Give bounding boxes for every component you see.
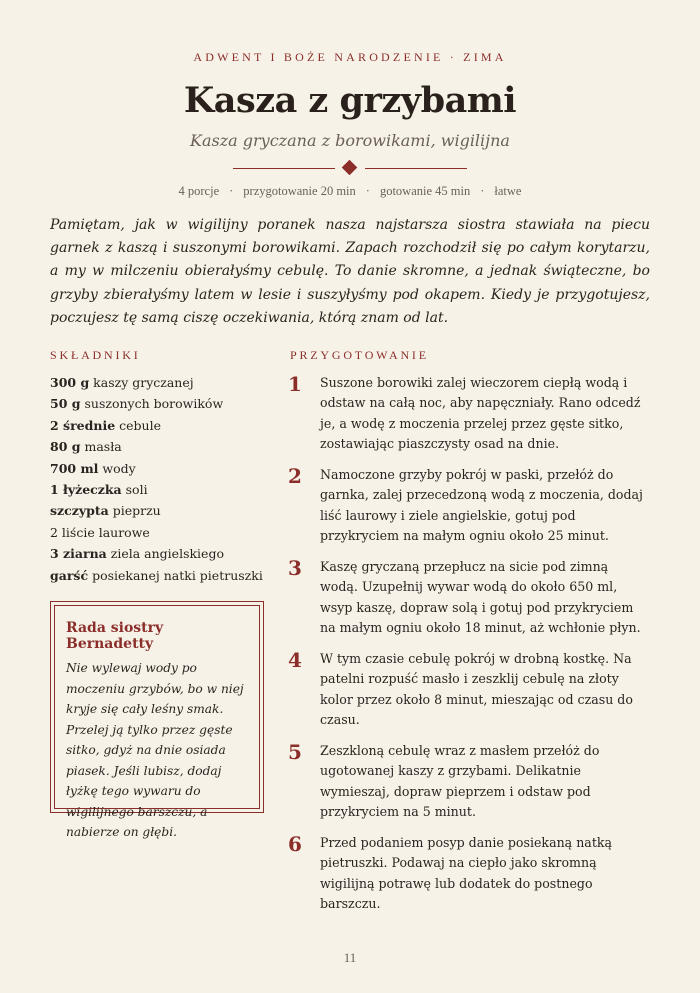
meta-separator: · xyxy=(365,184,370,198)
recipe-subtitle: Kasza gryczana z borowikami, wigilijna xyxy=(190,131,510,150)
step-text: Kaszę gryczaną przepłucz na sicie pod zimną wodą. Uzupełnij wywar wodą do około 650 ml, wsyp kaszę, dopraw solą i gotuj pod przykryciem na małym ogniu około 18 minut, aż wchłonie płyn. xyxy=(320,559,641,636)
cook-time: gotowanie 45 min xyxy=(379,184,471,198)
ingredient-quantity: 50 g xyxy=(50,396,81,412)
ingredient-item xyxy=(50,436,270,457)
title-ornament xyxy=(0,160,700,176)
ingredient-name: cebule xyxy=(119,417,161,433)
ingredient-name: ziela angielskiego xyxy=(110,546,224,562)
meta-separator: · xyxy=(480,184,485,198)
tip-inner xyxy=(54,605,260,839)
meta-separator: · xyxy=(229,184,234,198)
ingredient-quantity: 1 łyżeczka xyxy=(50,482,122,498)
recipe-title: Kasza z grzybami xyxy=(183,80,517,121)
servings: 4 porcje xyxy=(178,184,220,198)
ingredients-list xyxy=(50,372,270,586)
prep-time: przygotowanie 20 min xyxy=(243,184,356,198)
ornament-line-left xyxy=(233,168,335,169)
step-text: Zeszkloną cebulę wraz z masłem przełóż do ugotowanej kaszy z grzybami. Delikatnie wymieszaj, dopraw pieprzem i odstaw pod przykryciem na 5 minut. xyxy=(320,743,600,820)
ingredient-quantity: 700 ml xyxy=(50,460,99,476)
ingredient-quantity: 2 średnie xyxy=(50,417,116,433)
step-text: W tym czasie cebulę pokrój w drobną kostkę. Na patelni rozpuść masło i zeszklij cebulę na złoty kolor przez około 8 minut, mieszając od czasu do czasu. xyxy=(320,651,633,728)
ingredients-heading: SKŁADNIKI xyxy=(50,348,141,362)
step-number: 5 xyxy=(288,740,302,764)
tip-text: Nie wylewaj wody po moczeniu grzybów, bo w niej kryje się cały leśny smak. Przelej ją tylko przez gęste sitko, gdyż na dnie osiada piasek. Jeśli lubisz, dodaj łyżkę tego wywaru do wigilijnego barszczu, a nabierze on głębi. xyxy=(66,661,244,839)
step-number: 6 xyxy=(288,832,302,856)
section-label: ADWENT I BOŻE NARODZENIE · ZIMA xyxy=(193,50,507,64)
ingredient-item xyxy=(50,479,270,500)
ingredient-name: wody xyxy=(102,460,136,476)
ingredient-item xyxy=(50,500,270,521)
ingredient-quantity: 3 ziarna xyxy=(50,546,107,562)
ingredient-name: masła xyxy=(84,439,122,455)
ingredient-item xyxy=(50,543,270,564)
tip-box xyxy=(50,601,264,839)
ingredient-name: kaszy gryczanej xyxy=(93,375,194,390)
ingredient-name: 2 liście laurowe xyxy=(50,524,150,540)
ingredient-name: pieprzu xyxy=(112,503,161,519)
page-number: 11 xyxy=(343,950,357,965)
ingredient-item xyxy=(50,372,270,393)
ingredient-name: soli xyxy=(125,482,148,498)
step-number: 3 xyxy=(288,556,302,580)
step-number: 1 xyxy=(288,372,302,396)
ingredient-quantity: 80 g xyxy=(50,439,81,455)
ingredient-quantity: szczypta xyxy=(50,503,109,519)
ingredient-item xyxy=(50,565,270,586)
ingredient-quantity: garść xyxy=(50,567,89,583)
step-text: Suszone borowiki zalej wieczorem ciepłą wodą i odstaw na całą noc, aby napęczniały. Rano odcedź je, a wodę z moczenia przelej przez gęste sitko, zostawiając piaszczysty osad na dnie. xyxy=(320,375,641,452)
ingredient-name: posiekanej natki pietruszki xyxy=(92,567,263,583)
ingredient-item xyxy=(50,393,270,414)
step-text: Przed podaniem posyp danie posiekaną natką pietruszki. Podawaj na ciepło jako skromną wigilijną potrawę lub dodatek do postnego barszczu. xyxy=(320,835,613,912)
difficulty: łatwe xyxy=(494,184,522,198)
ingredient-quantity: 300 g xyxy=(50,375,90,390)
intro-paragraph: Pamiętam, jak w wigilijny poranek nasza najstarsza siostra stawiała na piecu garnek z kaszą i suszonymi borowikami. Zapach rozchodził się po całym korytarzu, a my w milczeniu obierałyśmy cebulę. To danie skromne, a jednak świąteczne, bo grzyby zbierałyśmy latem w lesie i suszyłyśmy pod okapem. Kiedy je przygotujesz, poczujesz tę samą ciszę oczekiwania, którą znam od lat. xyxy=(50,217,650,326)
recipe-meta xyxy=(0,184,700,199)
step-number: 4 xyxy=(288,648,302,672)
tip-title: Rada siostry Bernadetty xyxy=(66,620,164,652)
ingredient-name: suszonych borowików xyxy=(84,396,224,412)
ingredient-item xyxy=(50,522,270,543)
diamond-icon xyxy=(342,160,358,176)
step-number: 2 xyxy=(288,464,302,488)
ingredient-item xyxy=(50,458,270,479)
ingredient-item xyxy=(50,415,270,436)
ornament-line-right xyxy=(365,168,467,169)
step-text: Namoczone grzyby pokrój w paski, przełóż do garnka, zalej przecedzoną wodą z moczenia, dodaj liść laurowy i ziele angielskie, gotuj pod przykryciem na małym ogniu około 25 minut. xyxy=(320,467,643,544)
method-heading: PRZYGOTOWANIE xyxy=(290,348,429,362)
